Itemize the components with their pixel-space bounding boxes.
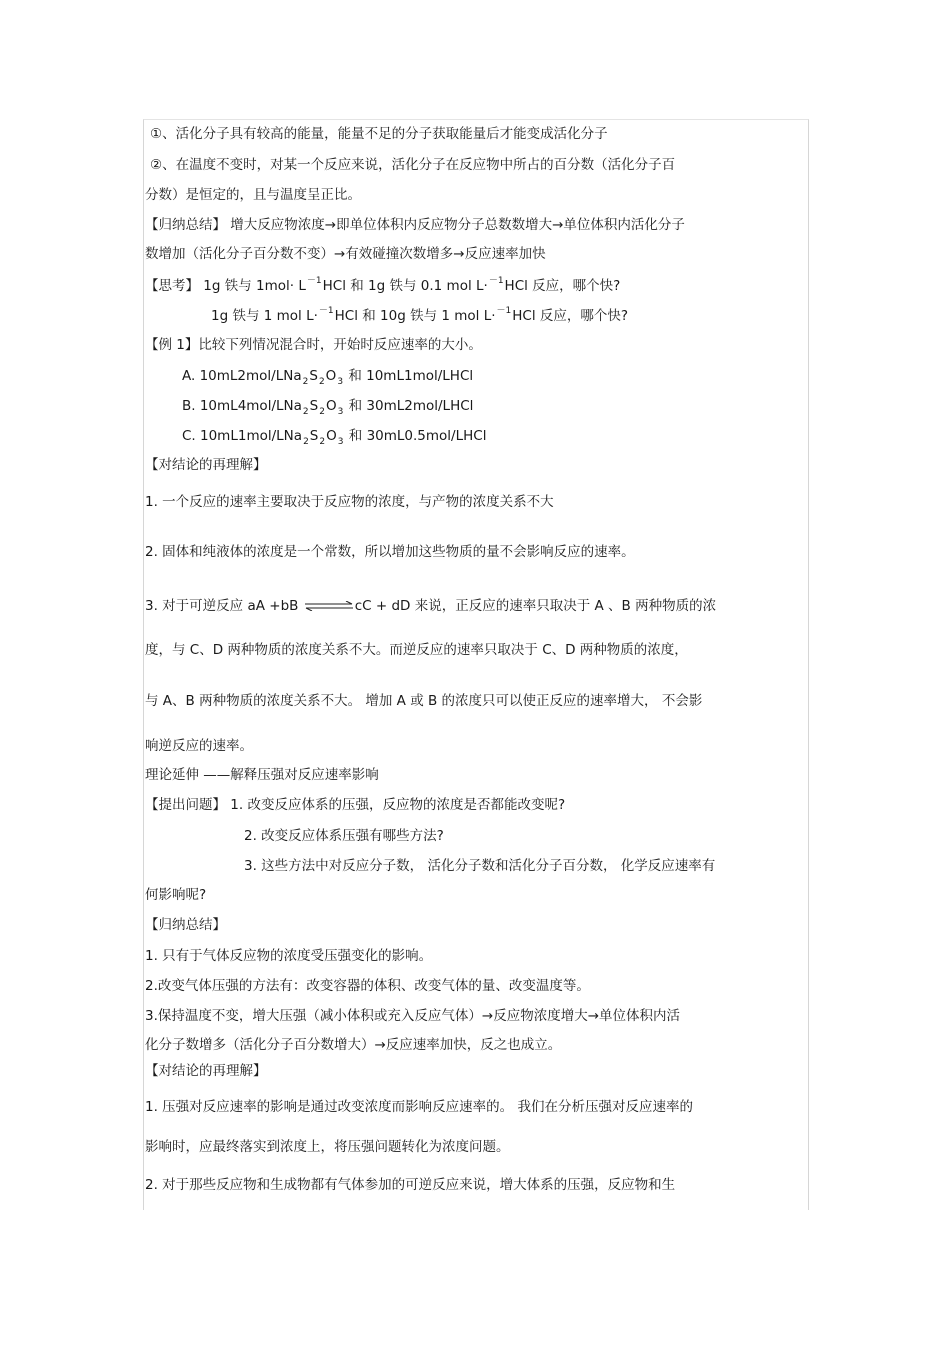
superscript: －1 bbox=[306, 276, 322, 286]
text-segment: HCl 和 1g 铁与 0.1 mol L· bbox=[322, 278, 488, 294]
text-segment: 【思考】 1g 铁与 1mol· L bbox=[145, 278, 306, 294]
text-line: 2. 改变反应体系压强有哪些方法? bbox=[244, 828, 444, 844]
text-line: 化分子数增多（活化分子百分数增大）→反应速率加快，反之也成立。 bbox=[145, 1037, 562, 1053]
think-line-2 bbox=[211, 307, 628, 327]
text-segment: S bbox=[309, 368, 318, 384]
text-segment: O bbox=[325, 398, 337, 414]
text-line: 分数）是恒定的，且与温度呈正比。 bbox=[145, 187, 361, 203]
text-line: 2. 固体和纯液体的浓度是一个常数，所以增加这些物质的量不会影响反应的速率。 bbox=[145, 544, 635, 560]
equation-line bbox=[145, 597, 716, 615]
subscript: 3 bbox=[337, 377, 344, 387]
text-segment: 3. 对于可逆反应 aA +bB bbox=[145, 598, 303, 614]
subscript: 2 bbox=[302, 377, 309, 387]
text-line: 3. 这些方法中对反应分子数， 活化分子数和活化分子百分数， 化学反应速率有 bbox=[244, 858, 716, 874]
superscript: －1 bbox=[496, 306, 512, 316]
text-segment: 和 30mL2mol/LHCl bbox=[344, 398, 474, 414]
superscript: －1 bbox=[318, 306, 334, 316]
equilibrium-arrow-icon bbox=[304, 601, 354, 611]
text-segment: HCl 反应，哪个快? bbox=[504, 278, 621, 294]
text-line: 【例 1】比较下列情况混合时，开始时反应速率的大小。 bbox=[145, 337, 482, 353]
subscript: 2 bbox=[303, 437, 309, 447]
subscript: 2 bbox=[319, 407, 325, 417]
option-c bbox=[182, 427, 486, 447]
text-line: 度，与 C、D 两种物质的浓度关系不大。而逆反应的速率只取决于 C、D 两种物质的浓度， bbox=[145, 642, 688, 658]
subscript: 3 bbox=[337, 407, 344, 417]
text-line: 数增加（活化分子百分数不变）→有效碰撞次数增多→反应速率加快 bbox=[145, 246, 546, 262]
text-line: 2.改变气体压强的方法有：改变容器的体积、改变气体的量、改变温度等。 bbox=[145, 978, 590, 994]
text-segment: HCl 反应，哪个快? bbox=[512, 308, 629, 324]
text-line: 2. 对于那些反应物和生成物都有气体参加的可逆反应来说，增大体系的压强，反应物和生 bbox=[145, 1177, 676, 1193]
text-segment: S bbox=[309, 428, 319, 444]
section-heading: 理论延伸 ——解释压强对反应速率影响 bbox=[145, 767, 379, 783]
text-line: 【对结论的再理解】 bbox=[145, 1063, 267, 1079]
text-segment: O bbox=[325, 368, 337, 384]
text-line: 3.保持温度不变，增大压强（减小体积或充入反应气体）→反应物浓度增大→单位体积内活 bbox=[145, 1008, 681, 1024]
text-segment: S bbox=[309, 398, 319, 414]
option-b bbox=[182, 397, 473, 417]
text-segment: cC + dD 来说，正反应的速率只取决于 A 、B 两种物质的浓 bbox=[354, 598, 717, 614]
text-line: ①、活化分子具有较高的能量，能量不足的分子获取能量后才能变成活化分子 bbox=[150, 126, 608, 142]
subscript: 2 bbox=[318, 377, 325, 387]
text-line: 1. 一个反应的速率主要取决于反应物的浓度，与产物的浓度关系不大 bbox=[145, 494, 554, 510]
subscript: 2 bbox=[319, 437, 326, 447]
text-line: 1. 只有于气体反应物的浓度受压强变化的影响。 bbox=[145, 948, 433, 964]
option-a bbox=[182, 367, 473, 387]
text-segment: 和 10mL1mol/LHCl bbox=[344, 368, 474, 384]
subscript: 3 bbox=[337, 437, 344, 447]
text-line: 【对结论的再理解】 bbox=[145, 457, 267, 473]
text-segment: 1g 铁与 1 mol L· bbox=[211, 308, 318, 324]
text-line: 影响时，应最终落实到浓度上，将压强问题转化为浓度问题。 bbox=[145, 1139, 510, 1155]
text-line: 1. 压强对反应速率的影响是通过改变浓度而影响反应速率的。 我们在分析压强对反应速率的 bbox=[145, 1099, 693, 1115]
text-segment: A. 10mL2mol/LNa bbox=[182, 368, 302, 384]
text-segment: O bbox=[326, 428, 337, 444]
text-line: 【归纳总结】 bbox=[145, 917, 226, 933]
text-line: 响逆反应的速率。 bbox=[145, 738, 253, 754]
text-line: 【提出问题】 1. 改变反应体系的压强，反应物的浓度是否都能改变呢? bbox=[145, 797, 566, 813]
subscript: 2 bbox=[302, 407, 309, 417]
text-line: 何影响呢? bbox=[145, 887, 207, 903]
text-segment: 和 30mL0.5mol/LHCl bbox=[344, 428, 487, 444]
think-line-1 bbox=[145, 277, 620, 297]
text-line: 与 A、B 两种物质的浓度关系不大。 增加 A 或 B 的浓度只可以使正反应的速率增大， 不会影 bbox=[145, 693, 703, 709]
superscript: －1 bbox=[488, 276, 504, 286]
text-segment: B. 10mL4mol/LNa bbox=[182, 398, 302, 414]
text-segment: HCl 和 10g 铁与 1 mol L· bbox=[334, 308, 496, 324]
text-line: 【归纳总结】 增大反应物浓度→即单位体积内反应物分子总数数增大→单位体积内活化分子 bbox=[145, 217, 685, 233]
text-line: ②、在温度不变时，对某一个反应来说，活化分子在反应物中所占的百分数（活化分子百 bbox=[150, 157, 676, 173]
text-segment: C. 10mL1mol/LNa bbox=[182, 428, 303, 444]
